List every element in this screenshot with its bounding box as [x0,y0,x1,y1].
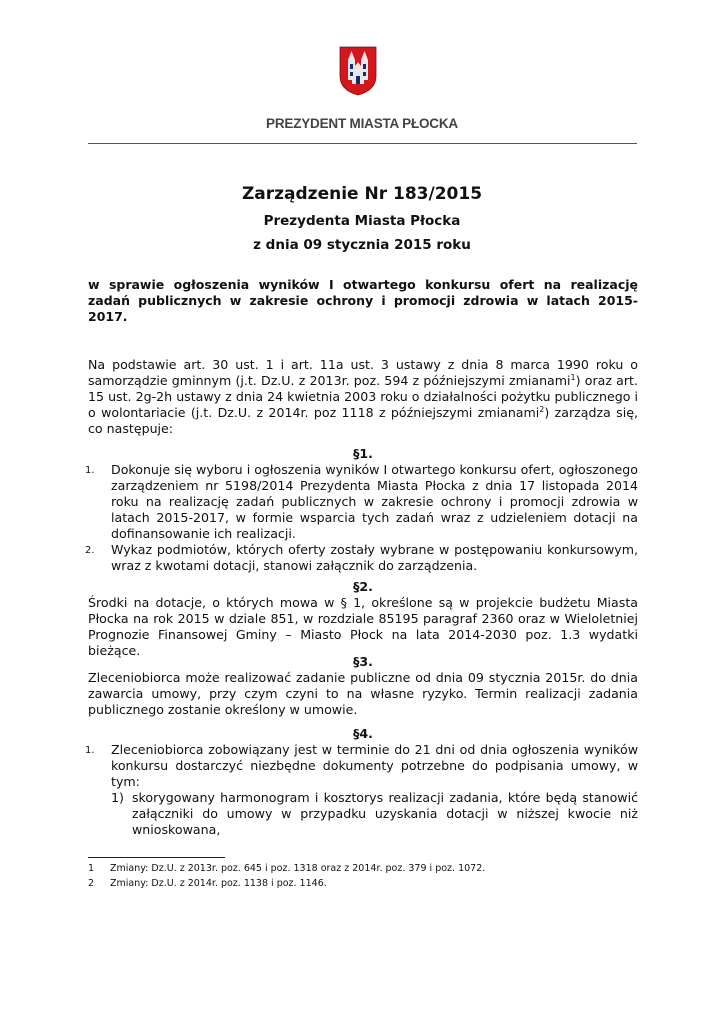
subitem-number: 1) [111,790,124,805]
footnote-2 [88,878,327,889]
section-2-text: Środki na dotacje, o których mowa w § 1, określone są w projekcie budżetu Miasta Płocka na rok 2015 w dziale 851, w rozdziale 85195 paragraf 2360 oraz w Wieloletniej Prognozie Finansowej Gminy – Miasto Płock na lata 2014-2030 poz. 1.3 wydatki bieżące. [88,595,638,658]
footnote-1 [88,863,485,874]
footnote-number: 2 [88,878,95,889]
preamble-part-2: ) oraz art. 15 ust. 2g-2h ustawy z dnia 24 kwietnia 2003 roku o działalności pożytku publicznego i o wolontariacie (j.t. Dz.U. z 2014r. poz 1118 z późniejszymi zmianami [88,373,638,420]
section-3-heading: §3. [353,654,373,669]
section-4-item-1 [85,742,638,790]
footnote-text: Zmiany: Dz.U. z 2014r. poz. 1138 i poz. 1146. [110,878,327,889]
section-3-text: Zleceniobiorca może realizować zadanie publiczne od dnia 09 stycznia 2015r. do dnia zawarcia umowy, przy czym czyni to na własne ryzyko. Termin realizacji zadania publicznego zostanie określony w umowie. [88,670,638,717]
item-text: Wykaz podmiotów, których oferty zostały wybrane w postępowaniu konkursowym, wraz z kwotami dotacji, stanowi załącznik do zarządzenia. [111,542,638,573]
item-number: 1. [85,465,95,476]
section-2-heading: §2. [353,579,373,594]
document-date-line: z dnia 09 stycznia 2015 roku [253,237,471,253]
document-title: Zarządzenie Nr 183/2015 [241,184,483,204]
preamble-part-3: ) zarządza się, co następuje: [88,405,638,436]
footnote-ref-1: 1 [570,372,576,382]
section-4 [85,726,638,838]
preamble-part-1: Na podstawie art. 30 ust. 1 i art. 11a ust. 3 ustawy z dnia 8 marca 1990 roku o samorządzie gminnym (j.t. Dz.U. z 2013r. poz. 594 z późniejszymi zmianami [88,357,638,388]
footnote-number: 1 [88,863,95,874]
section-4-heading: §4. [353,726,373,741]
item-number: 2. [85,545,95,556]
city-crest-icon [339,46,377,96]
document-subject: w sprawie ogłoszenia wyników I otwartego konkursu ofert na realizację zadań publicznych w zakresie ochrony i promocji zdrowia w latach 2015-2017. [88,277,638,324]
section-1 [85,446,638,574]
item-number: 1. [85,745,95,756]
subitem-text: skorygowany harmonogram i kosztorys realizacji zadania, które będą stanowić załączniki do umowy w przypadku uzyskania dotacji w niższej kwocie niż wnioskowana, [132,790,638,837]
section-3 [88,654,638,718]
section-1-item-1 [85,462,638,542]
preamble [88,357,638,437]
footnote-ref-2: 2 [539,404,545,414]
item-text: Zleceniobiorca zobowiązany jest w terminie do 21 dni od dnia ogłoszenia wyników konkursu dostarczyć niezbędne dokumenty potrzebne do podpisania umowy, w tym: [111,742,638,789]
header-divider [88,143,637,144]
issuer-name: PREZYDENT MIASTA PŁOCKA [266,116,458,131]
section-1-item-2 [85,542,638,574]
item-text: Dokonuje się wyboru i ogłoszenia wyników I otwartego konkursu ofert, ogłoszonego zarządzeniem nr 5198/2014 Prezydenta Miasta Płocka z dnia 17 listopada 2014 roku na realizację zadań publicznych w zakresie ochrony i promocji zdrowia w latach 2015-2017, w formie wsparcia tych zadań wraz z udzieleniem dotacji na dofinansowanie ich realizacji. [111,462,638,541]
section-2 [88,579,638,659]
footnote-text: Zmiany: Dz.U. z 2013r. poz. 645 i poz. 1318 oraz z 2014r. poz. 379 i poz. 1072. [110,863,486,874]
section-4-subitem-1 [88,790,638,838]
footnote-divider [88,857,225,858]
section-1-heading: §1. [353,446,373,461]
document-issuer-line: Prezydenta Miasta Płocka [263,213,461,229]
